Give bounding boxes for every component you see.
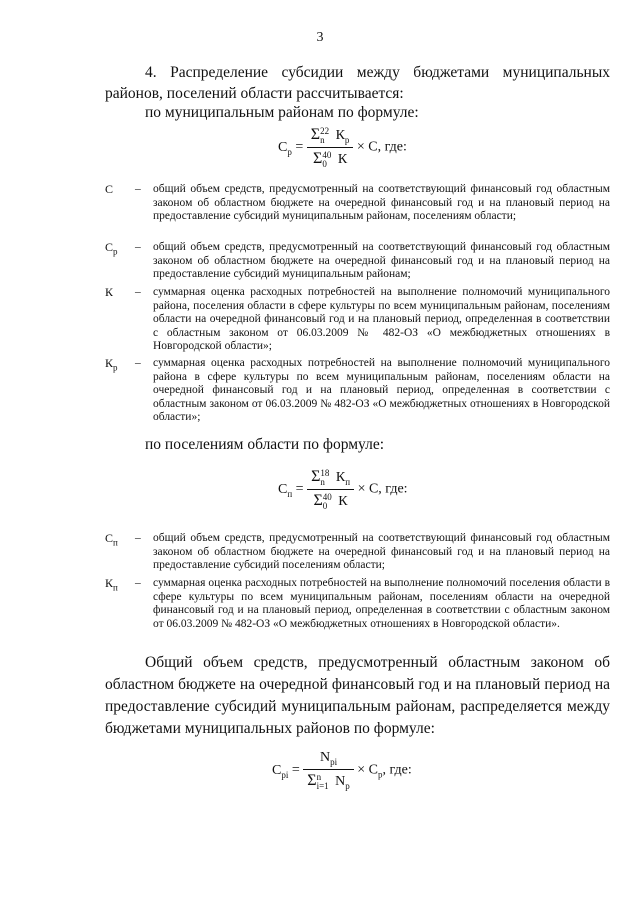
formula-lhs: $С_{pi}$ — [272, 762, 289, 780]
page-number: 3 — [316, 30, 324, 45]
definition-cp: $С_р$ – общий объем средств, предусмотренный на соответствующий финансовый год областным законом об областном бюджете на очередной финансовый год и на плановый период на предоставление субсидий муниципальным районам; — [105, 240, 610, 280]
lead-settlements: по поселениям области по формуле: — [145, 436, 385, 453]
definition-cn: $С_п$ – общий объем средств, предусмотренный на соответствующий финансовый год областным законом об областном бюджете на очередной финансовый год и на плановый период на предоставление субсидий поселениям области; — [105, 531, 610, 571]
definition-kp: $К_р$ – суммарная оценка расходных потребностей на выполнение полномочий муниципального района в сфере культуры по всем муниципальным районам, поселениям области на очередной финансовый год и на плановый период, определенная в соответствии с областным законом от 06.03.2009 № 482-ОЗ «О межбюджетных отношениях в Новгородской области»; — [105, 356, 610, 423]
formula-lhs: $С_п$ — [278, 481, 293, 499]
formula-fraction: Σ 18 n $К_п$ Σ 40 0 К — [307, 468, 354, 511]
formula-districts: $С_р$ = Σ 22 n $К_р$ Σ 40 0 К × С, где: — [278, 125, 407, 169]
formula-settlements: $С_п$ = Σ 18 n $К_п$ Σ 40 0 К × С, где: — [278, 467, 408, 511]
lead-municipal-districts: по муниципальным районам по формуле: — [145, 104, 419, 121]
intro-paragraph: 4. Распределение субсидии между бюджетами муниципальных районов, поселений области рассчитывается: — [105, 64, 610, 102]
definition-k: К – суммарная оценка расходных потребностей на выполнение полномочий муниципального района, поселения области в сфере культуры по всем муниципальным районам, поселениям области на очередной финансовый год и на плановый период, определенная в соответствии с областным законом от 06.03.2009 № 482-ОЗ «О межбюджетных отношениях в Новгородской области»; — [105, 285, 610, 352]
definition-kn: $К_п$ – суммарная оценка расходных потребностей на выполнение полномочий поселения области в сфере культуры по всем муниципальным районам, поселениям области на очередной финансовый год и на плановый период, определенная в соответствии с областным законом от 06.03.2009 № 482-ОЗ «О межбюджетных отношениях в Новгородской области». — [105, 576, 610, 630]
formula-district-share: $С_{pi}$ = $N_{pi}$ Σ n i=1 $N_p$ × $С_р$, где: — [272, 750, 412, 791]
definition-c: С – общий объем средств, предусмотренный на соответствующий финансовый год областным законом об областном бюджете на очередной финансовый год и на плановый период на предоставление субсидий муниципальным районам, поселениям области; — [105, 182, 610, 222]
formula-fraction: $N_{pi}$ Σ n i=1 $N_p$ — [303, 750, 354, 791]
final-paragraph: Общий объем средств, предусмотренный областным законом об областном бюджете на очередной финансовый год и на плановый период на предоставление субсидий муниципальным районам, распределяется между бюджетами муниципальных районов по формуле: — [105, 654, 610, 737]
formula-lhs: $С_р$ — [278, 139, 292, 157]
formula-fraction: Σ 22 n $К_р$ Σ 40 0 К — [307, 126, 354, 169]
